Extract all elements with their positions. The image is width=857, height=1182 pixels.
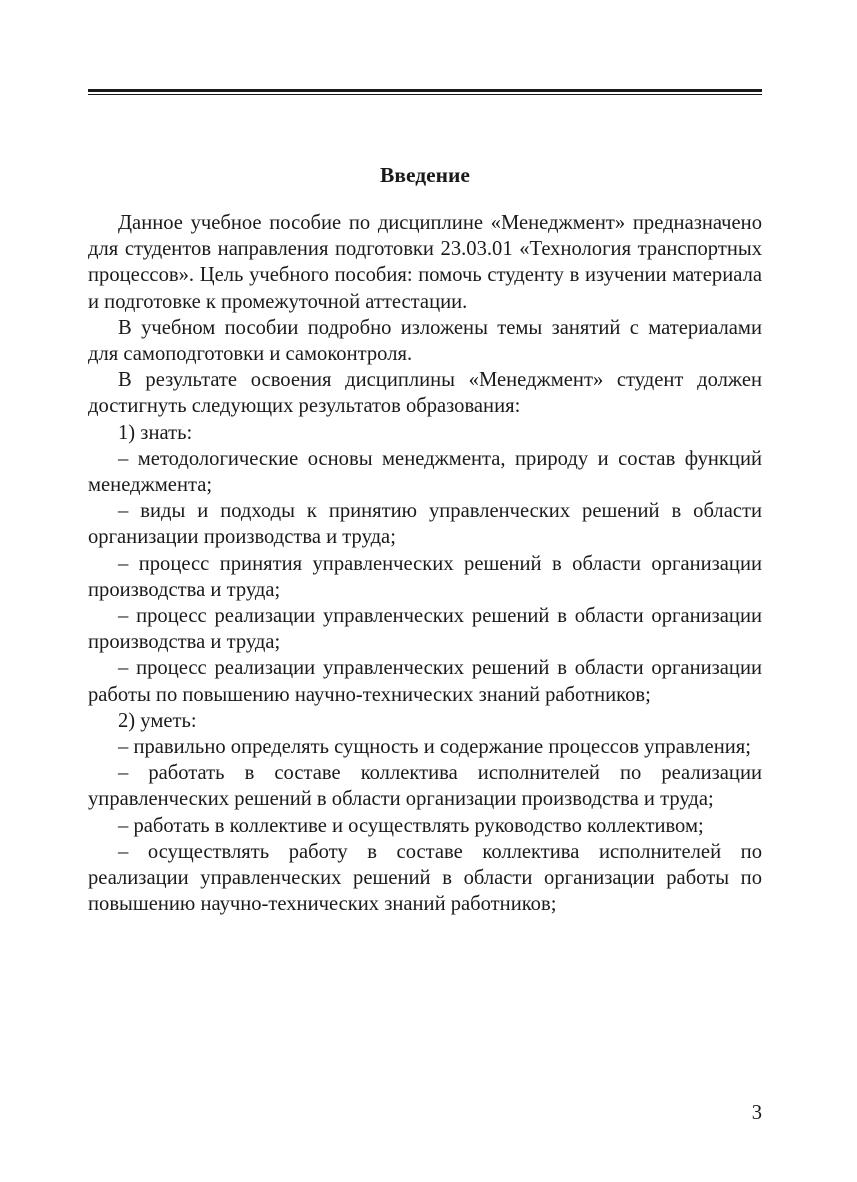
list-item: – процесс принятия управленческих решений в области организации производства и труда; xyxy=(88,552,762,601)
header-rule-thin-line xyxy=(88,94,762,95)
list-item: – процесс реализации управленческих решений в области организации производства и труда; xyxy=(88,605,762,654)
page-number: 3 xyxy=(751,1102,762,1124)
list-item: – работать в составе коллектива исполнителей по реализации управленческих решений в области организации производства и труда; xyxy=(88,762,762,811)
list-heading-can: 2) уметь: xyxy=(118,709,197,732)
list-item: – правильно определять сущность и содержание процессов управления; xyxy=(118,736,751,759)
list-item: – осуществлять работу в составе коллектива исполнителей по реализации управленческих решений в области организации работы по повышению научно-технических знаний работников; xyxy=(88,840,762,916)
list-item: – работать в коллективе и осуществлять руководство коллективом; xyxy=(118,814,704,837)
list-item: – виды и подходы к принятию управленческих решений в области организации производства и труда; xyxy=(88,500,762,549)
header-rule xyxy=(88,89,762,95)
list-heading-know: 1) знать: xyxy=(118,421,193,444)
paragraph-results: В результате освоения дисциплины «Менеджмент» студент должен достигнуть следующих результатов образования: xyxy=(88,369,762,418)
list-item: – методологические основы менеджмента, природу и состав функций менеджмента; xyxy=(88,447,762,497)
body-text xyxy=(88,210,762,917)
paragraph-topics: В учебном пособии подробно изложены темы занятий с материалами для самоподготовки и самоконтроля. xyxy=(88,316,762,366)
page-title: Введение xyxy=(380,163,470,187)
paragraph-intro: Данное учебное пособие по дисциплине «Менеджмент» предназначено для студентов направления подготовки 23.03.01 «Технология транспортных процессов». Цель учебного пособия: помочь студенту в изучении материала и подготовке к промежуточной аттестации. xyxy=(88,212,762,313)
list-item: – процесс реализации управленческих решений в области организации работы по повышению научно-технических знаний работников; xyxy=(88,657,762,706)
